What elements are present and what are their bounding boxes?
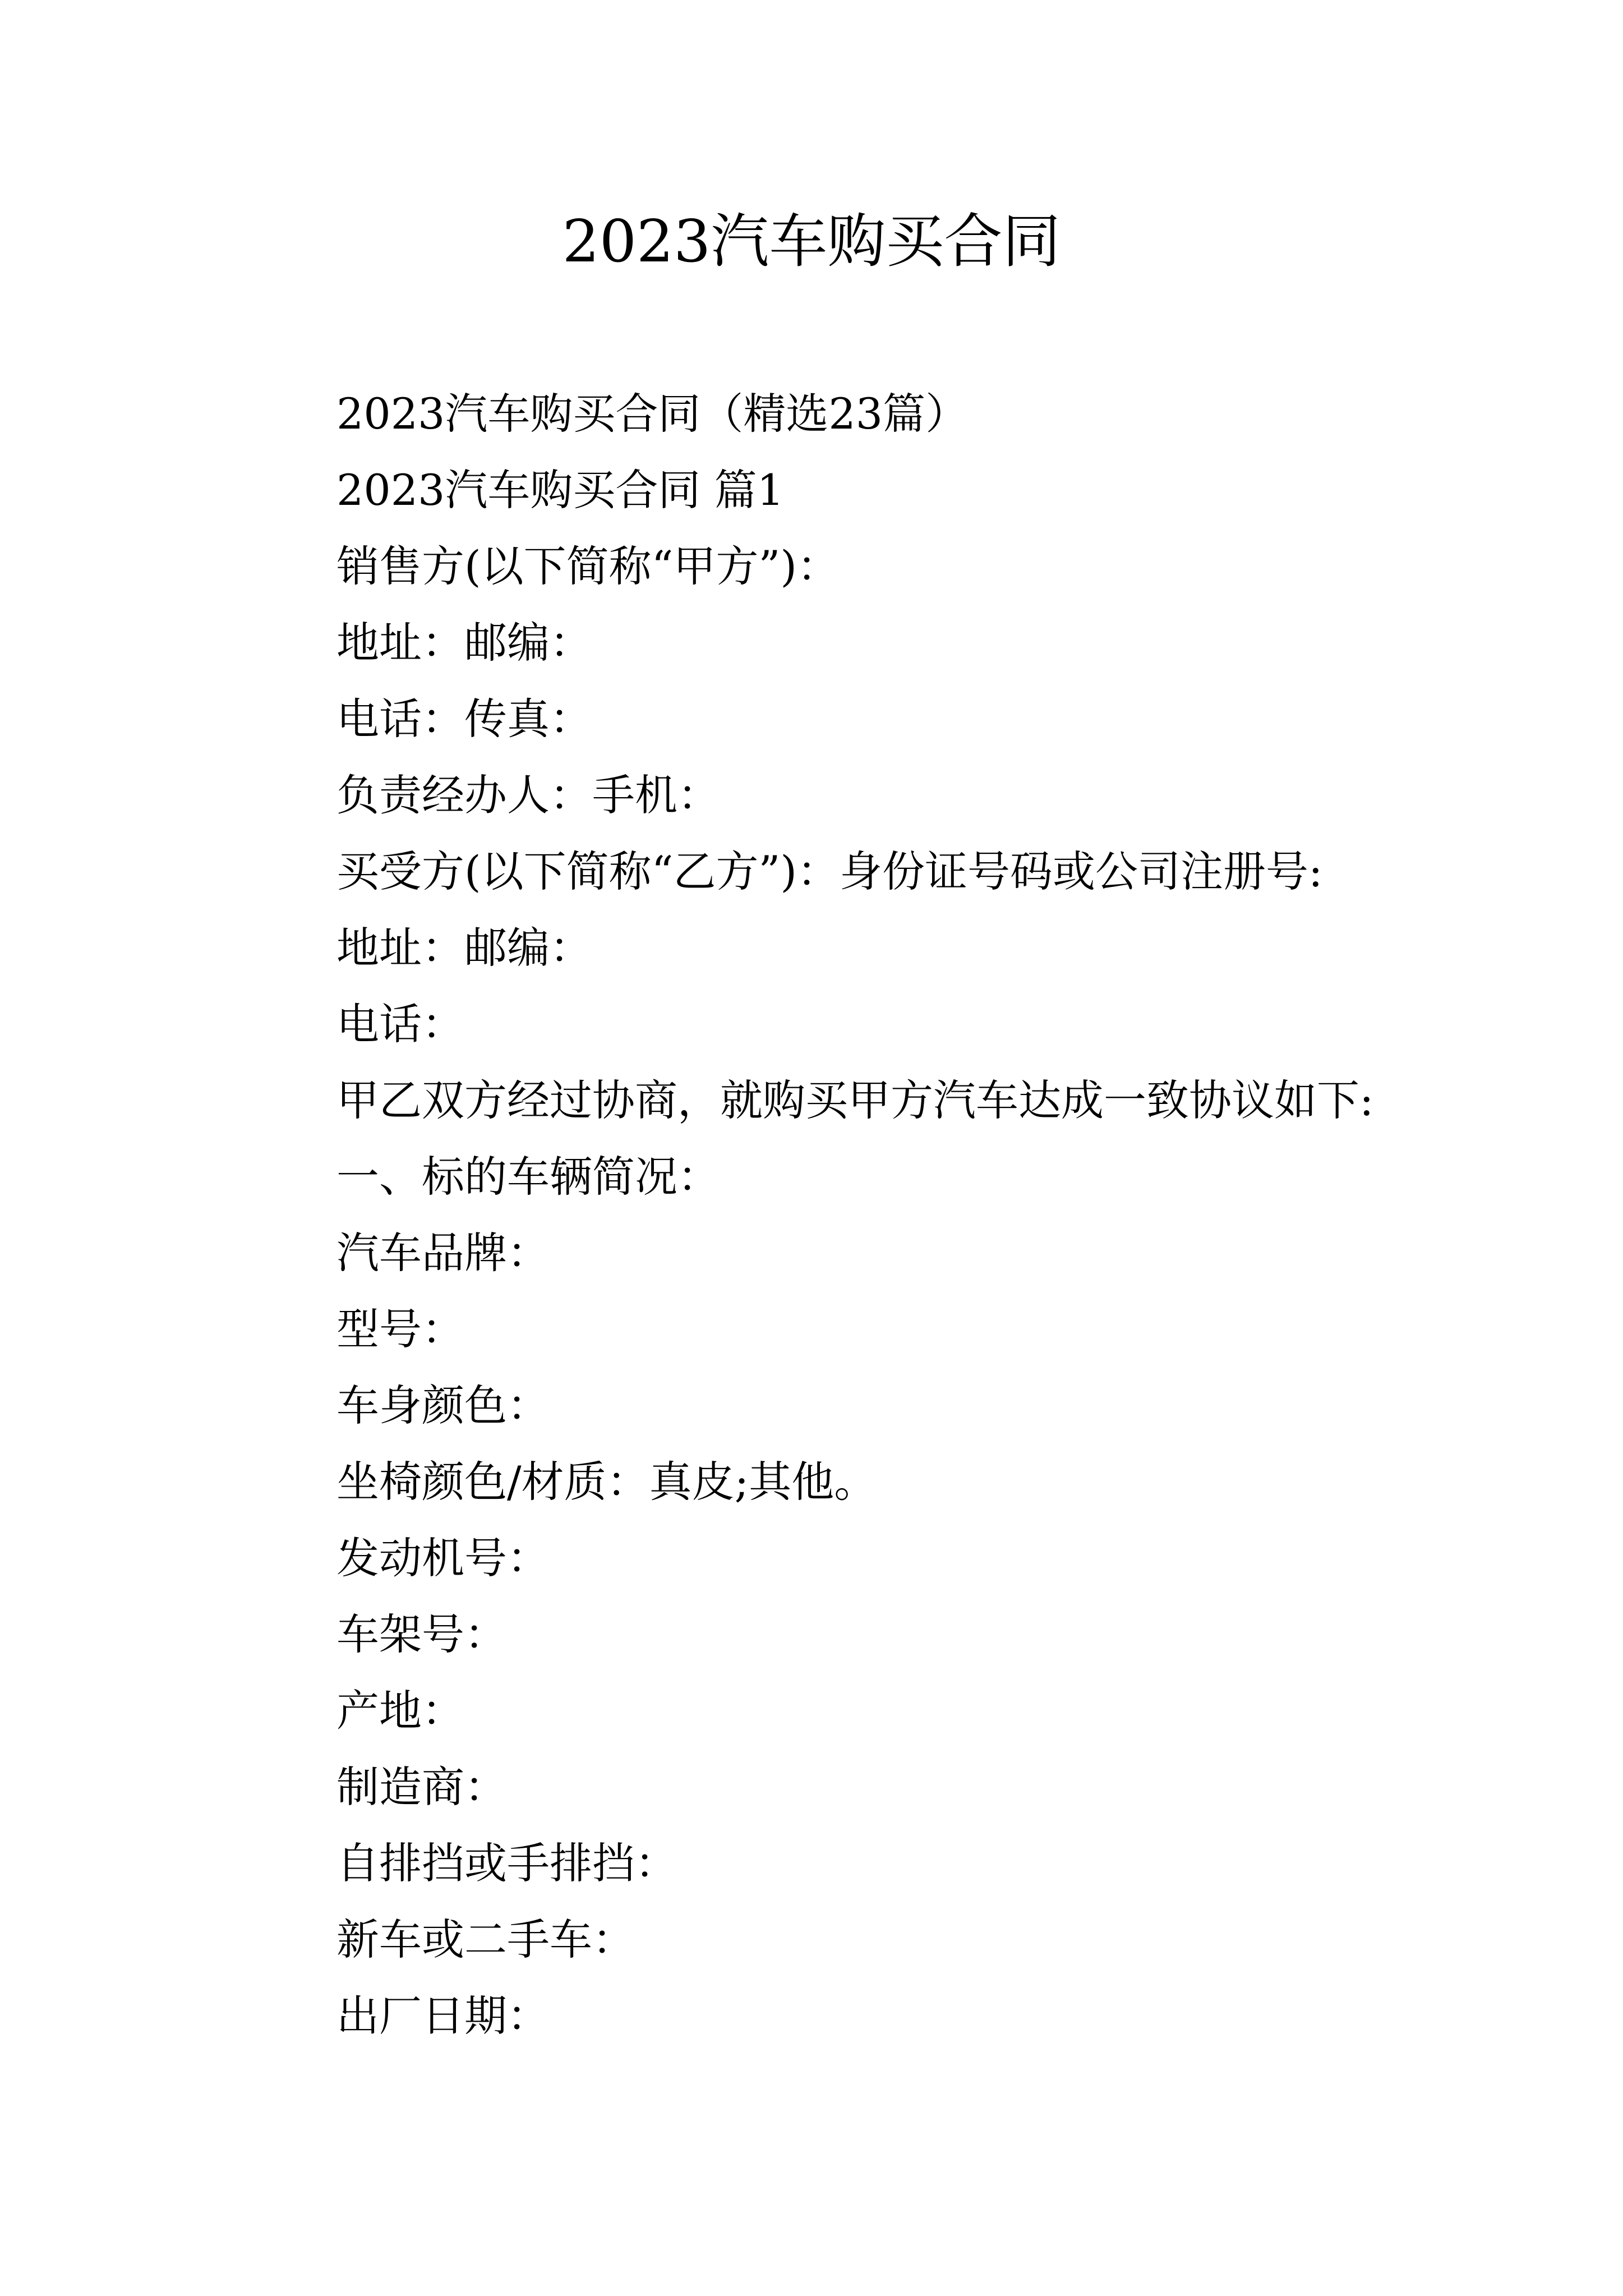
- vehicle-model-line: 型号：: [336, 1304, 464, 1354]
- seller-address-line: 地址：邮编：: [336, 618, 592, 668]
- vehicle-section-heading: 一、标的车辆简况：: [336, 1152, 720, 1202]
- transmission-line: 自排挡或手排挡：: [336, 1838, 677, 1888]
- seller-phone-line: 电话：传真：: [336, 694, 592, 744]
- document-title: 2023汽车购买合同: [562, 207, 1061, 275]
- subtitle-line: 2023汽车购买合同（精选23篇）: [336, 389, 969, 439]
- seat-material-line: 坐椅颜色/材质：真皮;其他。: [336, 1457, 877, 1507]
- seller-line: 销售方(以下简称“甲方”)：: [336, 541, 840, 591]
- vehicle-brand-line: 汽车品牌：: [336, 1228, 550, 1278]
- seller-contact-line: 负责经办人：手机：: [336, 770, 720, 820]
- production-date-line: 出厂日期：: [336, 1991, 550, 2041]
- chassis-number-line: 车架号：: [336, 1609, 507, 1659]
- section-heading: 2023汽车购买合同 篇1: [336, 465, 784, 515]
- engine-number-line: 发动机号：: [336, 1533, 550, 1583]
- buyer-phone-line: 电话：: [336, 999, 464, 1049]
- buyer-line: 买受方(以下简称“乙方”)：身份证号码或公司注册号:: [336, 846, 1323, 896]
- agreement-intro-line: 甲乙双方经过协商，就购买甲方汽车达成一致协议如下:: [336, 1075, 1374, 1125]
- buyer-address-line: 地址：邮编：: [336, 923, 592, 973]
- new-or-used-line: 新车或二手车：: [336, 1915, 635, 1964]
- document-body: [336, 376, 1503, 2054]
- manufacturer-line: 制造商：: [336, 1762, 507, 1812]
- origin-line: 产地：: [336, 1686, 464, 1736]
- vehicle-color-line: 车身颜色：: [336, 1381, 550, 1430]
